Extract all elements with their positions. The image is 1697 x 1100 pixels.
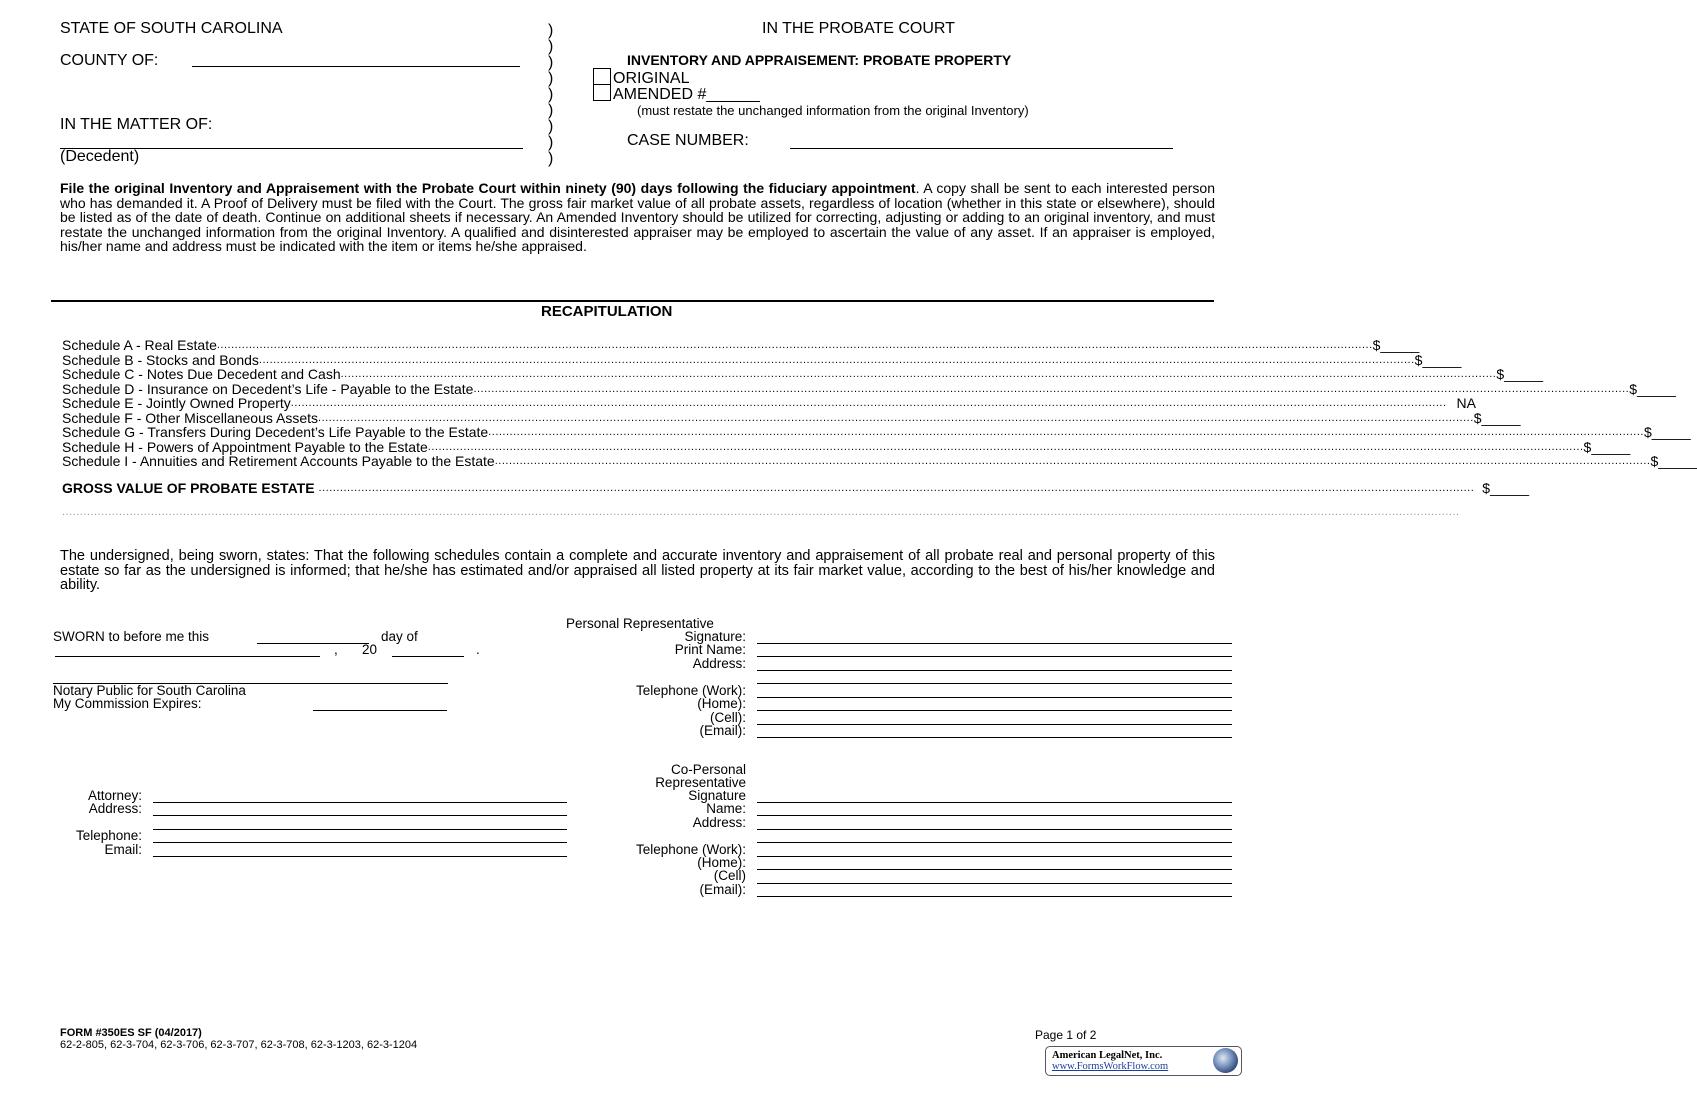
form-id: FORM #350ES SF (04/2017) <box>60 1027 202 1039</box>
pr-address-label: Address: <box>692 656 746 671</box>
copr-name-field[interactable] <box>757 815 1232 816</box>
pr-telephone-work-label: Telephone (Work): <box>635 683 746 698</box>
copr-address-label: Address: <box>692 815 746 830</box>
attorney-address-label: Address: <box>88 801 142 816</box>
comma: , <box>334 642 338 657</box>
paren: ) <box>548 70 554 87</box>
sworn-day-field[interactable] <box>257 643 369 644</box>
schedule-amount[interactable]: $_____ <box>1496 366 1544 382</box>
copr-signature-field[interactable] <box>757 802 1232 803</box>
original-label: ORIGINAL <box>613 70 690 87</box>
amended-option[interactable] <box>593 84 760 104</box>
period: . <box>476 642 480 657</box>
copr-cell-field[interactable] <box>757 883 1232 884</box>
county-field[interactable] <box>192 66 520 67</box>
paren: ) <box>548 102 554 119</box>
section-divider <box>51 300 1214 302</box>
oath-paragraph: The undersigned, being sworn, states: That the following schedules contain a complete and accurate inventory and appraisement of all probate real and personal property of this estate so far as the undersigned is informed; that he/she has estimated and/or appraised all listed property at its fair market value, according to the best of his/her knowledge and ability. <box>60 548 1215 594</box>
copr-heading-2: Representative <box>655 775 746 790</box>
gross-value-amount[interactable]: $_____ <box>1482 480 1530 496</box>
copr-home-field[interactable] <box>757 869 1232 870</box>
pr-email-field[interactable] <box>757 737 1232 738</box>
day-of-label: day of <box>381 629 418 644</box>
schedule-row-g: Schedule G - Transfers During Decedent’s Life Payable to the Estate ..... $_____ <box>62 425 1027 440</box>
schedule-amount: NA <box>1456 395 1476 411</box>
pr-heading: Personal Representative <box>566 616 714 631</box>
pr-signature-field[interactable] <box>757 643 1232 644</box>
paren: ) <box>548 150 554 167</box>
pr-home-label: (Home): <box>697 696 746 711</box>
attorney-email-field[interactable] <box>153 856 567 857</box>
page-number: Page 1 of 2 <box>1035 1028 1097 1042</box>
schedule-row-h: Schedule H - Powers of Appointment Payable to the Estate ..... $_____ <box>62 440 1027 455</box>
logo-company-name: American LegalNet, Inc. <box>1052 1050 1163 1061</box>
sworn-month-field[interactable] <box>55 656 320 657</box>
case-number-field[interactable] <box>790 148 1173 149</box>
paren: ) <box>548 134 554 151</box>
schedule-row-d: Schedule D - Insurance on Decedent’s Life - Payable to the Estate ..... $_____ <box>62 382 1027 397</box>
paren: ) <box>548 86 554 103</box>
attorney-email-label: Email: <box>104 842 142 857</box>
schedule-row-c: Schedule C - Notes Due Decedent and Cash ..... $_____ <box>62 367 1027 382</box>
court-label: IN THE PROBATE COURT <box>762 20 955 37</box>
sworn-year-field[interactable] <box>392 656 464 657</box>
attorney-address-field-2[interactable] <box>153 829 567 830</box>
state-label: STATE OF SOUTH CAROLINA <box>60 20 283 37</box>
commission-label: My Commission Expires: <box>53 696 202 711</box>
american-legalnet-logo[interactable] <box>1045 1046 1242 1076</box>
instructions-paragraph <box>60 181 1215 254</box>
copr-address-field-2[interactable] <box>757 842 1232 843</box>
case-number-label: CASE NUMBER: <box>627 132 749 149</box>
county-label: COUNTY OF: <box>60 52 159 69</box>
amended-label: AMENDED #______ <box>613 86 760 103</box>
year-prefix: 20 <box>362 642 378 657</box>
schedule-amount[interactable]: $_____ <box>1650 453 1697 469</box>
commission-expires-field[interactable] <box>313 710 447 711</box>
copr-email-label: (Email): <box>699 882 746 897</box>
globe-icon <box>1213 1048 1238 1073</box>
paren: ) <box>548 54 554 71</box>
instructions-lead: File the original Inventory and Appraisement with the Probate Court within ninety (90) days following the fiduciary appointment <box>60 180 916 196</box>
pr-cell-field[interactable] <box>757 724 1232 725</box>
copr-telephone-work-field[interactable] <box>757 856 1232 857</box>
attorney-label: Attorney: <box>87 788 142 803</box>
schedule-row-f: Schedule F - Other Miscellaneous Assets ..... $_____ <box>62 411 1027 426</box>
schedule-amount[interactable]: $_____ <box>1473 409 1521 426</box>
schedule-amount[interactable]: $_____ <box>1583 438 1631 455</box>
amended-note: (must restate the unchanged information from the original Inventory) <box>637 103 1029 118</box>
paren: ) <box>548 38 554 55</box>
copr-cell-label: (Cell) <box>713 868 746 883</box>
notary-public-label: Notary Public for South Carolina <box>53 683 246 698</box>
gross-value-row <box>62 480 1530 496</box>
recap-title: RECAPITULATION <box>541 303 673 320</box>
schedule-amount[interactable]: $_____ <box>1372 337 1420 353</box>
schedule-amount[interactable]: $_____ <box>1414 351 1462 368</box>
pr-home-field[interactable] <box>757 710 1232 711</box>
attorney-name-field[interactable] <box>153 802 567 803</box>
logo-url-link[interactable]: www.FormsWorkFlow.com <box>1052 1061 1169 1072</box>
schedule-row-a: Schedule A - Real Estate ..... $_____ <box>62 338 1027 353</box>
schedule-amount[interactable]: $_____ <box>1643 424 1691 440</box>
pr-print-name-label: Print Name: <box>674 642 746 657</box>
dotted-separator: ......................................................................................................................................................................................................................................................................................................................................................................................................... <box>62 506 1460 518</box>
sworn-label: SWORN to before me this <box>53 629 210 644</box>
copr-telephone-work-label: Telephone (Work): <box>635 842 746 857</box>
paren: ) <box>548 118 554 135</box>
instructions-body: . A copy shall be sent to each interested person who has demanded it. A Proof of Delivery must be filed with the Court. The gross fair market value of all probate assets, regardless of location (whether in this state or elsewhere), should be listed as of the date of death. Continue on additional sheets if necessary. An Amended Inventory should be utilized for correcting, adjusting or adding to an original inventory, and must restate the unchanged information from the original Inventory. A qualified and disinterested appraiser may be employed to ascertain the value of any asset. If an appraiser is employed, his/her name and address must be indicated with the item or items he/she appraised. <box>60 180 1215 255</box>
paren: ) <box>548 22 554 39</box>
matter-label: IN THE MATTER OF: <box>60 116 213 133</box>
statute-citations: 62-2-805, 62-3-704, 62-3-706, 62-3-707, 62-3-708, 62-3-1203, 62-3-1204 <box>60 1039 418 1051</box>
pr-cell-label: (Cell): <box>710 710 746 725</box>
pr-address-field[interactable] <box>757 670 1232 671</box>
copr-home-label: (Home): <box>697 855 746 870</box>
attorney-address-field[interactable] <box>153 815 567 816</box>
schedule-row-b: Schedule B - Stocks and Bonds ..... $_____ <box>62 353 1027 368</box>
schedule-row-i: Schedule I - Annuities and Retirement Accounts Payable to the Estate ..... $_____ <box>62 454 1027 469</box>
schedule-row-e: Schedule E - Jointly Owned Property ..... NA <box>62 396 1027 411</box>
decedent-label: (Decedent) <box>60 148 140 165</box>
gross-value-label: GROSS VALUE OF PROBATE ESTATE <box>62 480 315 496</box>
attorney-telephone-label: Telephone: <box>75 828 142 843</box>
attorney-telephone-field[interactable] <box>153 842 567 843</box>
copr-name-label: Name: <box>706 801 746 816</box>
form-title: INVENTORY AND APPRAISEMENT: PROBATE PROPERTY <box>627 52 1012 68</box>
copr-address-field[interactable] <box>757 829 1232 830</box>
schedule-amount[interactable]: $_____ <box>1629 380 1676 397</box>
amended-checkbox[interactable] <box>593 84 611 101</box>
pr-print-name-field[interactable] <box>757 656 1232 657</box>
copr-email-field[interactable] <box>757 896 1232 897</box>
original-checkbox[interactable] <box>593 68 611 85</box>
pr-signature-label: Signature: <box>684 629 746 644</box>
pr-email-label: (Email): <box>699 723 746 738</box>
pr-address-field-2[interactable] <box>757 683 1232 684</box>
copr-heading-1: Co-Personal <box>670 762 746 777</box>
pr-telephone-work-field[interactable] <box>757 697 1232 698</box>
copr-signature-label: Signature <box>688 788 746 803</box>
